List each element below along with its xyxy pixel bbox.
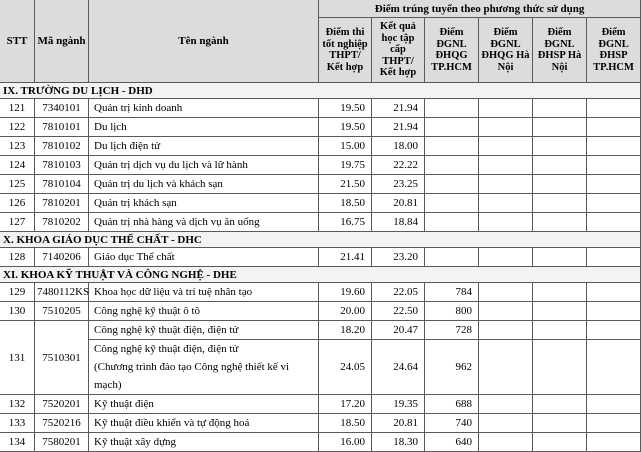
row-score-dgnl-hcm bbox=[425, 175, 479, 194]
row-score-empty bbox=[533, 175, 587, 194]
table-row bbox=[0, 137, 641, 156]
row-score-hocba: 24.64 bbox=[372, 340, 425, 395]
row-score-empty bbox=[479, 340, 533, 395]
row-score-empty bbox=[479, 156, 533, 175]
header-method-4: Điểm ĐGNL ĐHQG Hà Nội bbox=[479, 18, 533, 83]
row-score-empty bbox=[533, 194, 587, 213]
row-score-dgnl-hcm: 784 bbox=[425, 283, 479, 302]
table-body bbox=[0, 83, 641, 452]
row-score-thpt: 16.75 bbox=[319, 213, 372, 232]
header-method-1: Điểm thi tốt nghiệp THPT/ Kết hợp bbox=[319, 18, 372, 83]
table-row bbox=[0, 395, 641, 414]
row-score-dgnl-hcm bbox=[425, 248, 479, 267]
row-score-thpt: 16.00 bbox=[319, 433, 372, 452]
section-header-row bbox=[0, 267, 641, 283]
row-score-empty bbox=[479, 194, 533, 213]
row-score-empty bbox=[533, 321, 587, 340]
row-score-dgnl-hcm: 640 bbox=[425, 433, 479, 452]
row-score-empty bbox=[533, 433, 587, 452]
section-header-row bbox=[0, 83, 641, 99]
row-score-dgnl-hcm bbox=[425, 99, 479, 118]
row-score-thpt: 19.60 bbox=[319, 283, 372, 302]
row-score-hocba: 22.22 bbox=[372, 156, 425, 175]
row-stt: 133 bbox=[0, 414, 35, 433]
section-header-row bbox=[0, 232, 641, 248]
row-score-thpt: 19.50 bbox=[319, 99, 372, 118]
table-row bbox=[0, 99, 641, 118]
row-code: 7810202 bbox=[35, 213, 89, 232]
row-score-empty bbox=[479, 175, 533, 194]
row-code: 7480112KS bbox=[35, 283, 89, 302]
row-score-empty bbox=[587, 194, 641, 213]
row-score-thpt: 24.05 bbox=[319, 340, 372, 395]
table-row bbox=[0, 213, 641, 232]
row-score-empty bbox=[587, 283, 641, 302]
row-name: Quản trị khách sạn bbox=[89, 194, 319, 213]
row-score-thpt: 18.50 bbox=[319, 414, 372, 433]
row-score-hocba: 18.30 bbox=[372, 433, 425, 452]
table-row bbox=[0, 302, 641, 321]
row-score-empty bbox=[479, 213, 533, 232]
row-stt: 123 bbox=[0, 137, 35, 156]
row-score-hocba: 20.81 bbox=[372, 194, 425, 213]
row-score-dgnl-hcm bbox=[425, 137, 479, 156]
row-score-hocba: 20.47 bbox=[372, 321, 425, 340]
header-code: Mã ngành bbox=[35, 0, 89, 83]
row-code: 7810101 bbox=[35, 118, 89, 137]
row-score-empty bbox=[587, 248, 641, 267]
row-stt: 130 bbox=[0, 302, 35, 321]
header-method-5: Điểm ĐGNL ĐHSP Hà Nội bbox=[533, 18, 587, 83]
row-stt: 124 bbox=[0, 156, 35, 175]
row-score-empty bbox=[587, 118, 641, 137]
row-score-empty bbox=[533, 118, 587, 137]
row-score-empty bbox=[587, 99, 641, 118]
row-name: Giáo dục Thể chất bbox=[89, 248, 319, 267]
row-score-empty bbox=[479, 302, 533, 321]
row-name bbox=[89, 340, 319, 395]
row-code: 7810201 bbox=[35, 194, 89, 213]
row-score-dgnl-hcm: 688 bbox=[425, 395, 479, 414]
table-row bbox=[0, 414, 641, 433]
row-score-hocba: 18.84 bbox=[372, 213, 425, 232]
row-score-empty bbox=[587, 137, 641, 156]
section-title: XI. KHOA KỸ THUẬT VÀ CÔNG NGHỆ - DHE bbox=[0, 267, 641, 283]
row-code: 7340101 bbox=[35, 99, 89, 118]
row-score-empty bbox=[587, 321, 641, 340]
row-name: Kỹ thuật xây dựng bbox=[89, 433, 319, 452]
row-stt: 129 bbox=[0, 283, 35, 302]
row-name-note: (Chương trình đào tạo Công nghệ thiết kế vi mạch) bbox=[94, 361, 290, 391]
row-score-empty bbox=[533, 414, 587, 433]
row-score-empty bbox=[587, 395, 641, 414]
row-score-empty bbox=[587, 213, 641, 232]
row-name: Quản trị nhà hàng và dịch vụ ăn uống bbox=[89, 213, 319, 232]
row-code: 7520216 bbox=[35, 414, 89, 433]
row-score-dgnl-hcm: 800 bbox=[425, 302, 479, 321]
row-code: 7140206 bbox=[35, 248, 89, 267]
row-stt: 122 bbox=[0, 118, 35, 137]
table-row bbox=[0, 433, 641, 452]
row-code: 7510205 bbox=[35, 302, 89, 321]
table-row bbox=[0, 175, 641, 194]
row-score-empty bbox=[587, 302, 641, 321]
table-row bbox=[0, 321, 641, 340]
row-score-dgnl-hcm bbox=[425, 213, 479, 232]
row-stt: 134 bbox=[0, 433, 35, 452]
row-score-hocba: 19.35 bbox=[372, 395, 425, 414]
row-code: 7510301 bbox=[35, 321, 89, 395]
row-stt: 128 bbox=[0, 248, 35, 267]
row-score-empty bbox=[479, 414, 533, 433]
row-name: Kỹ thuật điện bbox=[89, 395, 319, 414]
row-score-thpt: 18.20 bbox=[319, 321, 372, 340]
row-score-empty bbox=[533, 395, 587, 414]
row-score-empty bbox=[533, 99, 587, 118]
row-code: 7810103 bbox=[35, 156, 89, 175]
header-name: Tên ngành bbox=[89, 0, 319, 83]
row-name: Công nghệ kỹ thuật ô tô bbox=[89, 302, 319, 321]
table-row bbox=[0, 340, 641, 395]
row-score-empty bbox=[587, 175, 641, 194]
row-score-empty bbox=[479, 118, 533, 137]
row-score-dgnl-hcm bbox=[425, 194, 479, 213]
row-score-empty bbox=[479, 321, 533, 340]
row-name: Khoa học dữ liệu và trí tuệ nhân tạo bbox=[89, 283, 319, 302]
row-score-empty bbox=[479, 433, 533, 452]
row-stt: 126 bbox=[0, 194, 35, 213]
row-score-dgnl-hcm: 740 bbox=[425, 414, 479, 433]
table-row bbox=[0, 118, 641, 137]
row-score-empty bbox=[587, 414, 641, 433]
row-name: Quản trị du lịch và khách sạn bbox=[89, 175, 319, 194]
row-score-empty bbox=[533, 213, 587, 232]
row-score-hocba: 18.00 bbox=[372, 137, 425, 156]
row-score-empty bbox=[533, 283, 587, 302]
row-name: Du lịch điện tử bbox=[89, 137, 319, 156]
row-stt: 131 bbox=[0, 321, 35, 395]
row-stt: 132 bbox=[0, 395, 35, 414]
row-name-line: Công nghệ kỹ thuật điện, điện tử bbox=[94, 343, 239, 355]
row-score-thpt: 21.41 bbox=[319, 248, 372, 267]
row-score-hocba: 21.94 bbox=[372, 99, 425, 118]
row-stt: 125 bbox=[0, 175, 35, 194]
row-stt: 121 bbox=[0, 99, 35, 118]
row-score-thpt: 19.50 bbox=[319, 118, 372, 137]
row-score-empty bbox=[479, 99, 533, 118]
row-code: 7520201 bbox=[35, 395, 89, 414]
row-score-thpt: 15.00 bbox=[319, 137, 372, 156]
row-score-hocba: 23.20 bbox=[372, 248, 425, 267]
row-stt: 127 bbox=[0, 213, 35, 232]
row-score-thpt: 21.50 bbox=[319, 175, 372, 194]
row-score-empty bbox=[479, 283, 533, 302]
table-row bbox=[0, 156, 641, 175]
header-group: Điểm trúng tuyển theo phương thức sử dụng bbox=[319, 0, 641, 18]
row-code: 7580201 bbox=[35, 433, 89, 452]
table-row bbox=[0, 283, 641, 302]
row-score-hocba: 20.81 bbox=[372, 414, 425, 433]
table-row bbox=[0, 194, 641, 213]
header-stt: STT bbox=[0, 0, 35, 83]
row-name: Quản trị kinh doanh bbox=[89, 99, 319, 118]
header-method-6: Điểm ĐGNL ĐHSP TP.HCM bbox=[587, 18, 641, 83]
row-code: 7810104 bbox=[35, 175, 89, 194]
row-name: Quản trị dịch vụ du lịch và lữ hành bbox=[89, 156, 319, 175]
row-score-empty bbox=[587, 156, 641, 175]
row-score-empty bbox=[587, 340, 641, 395]
row-score-dgnl-hcm: 728 bbox=[425, 321, 479, 340]
row-score-thpt: 19.75 bbox=[319, 156, 372, 175]
row-score-hocba: 22.50 bbox=[372, 302, 425, 321]
row-name: Công nghệ kỹ thuật điện, điện tử bbox=[89, 321, 319, 340]
row-score-empty bbox=[587, 433, 641, 452]
row-score-empty bbox=[479, 248, 533, 267]
section-title: X. KHOA GIÁO DỤC THỂ CHẤT - DHC bbox=[0, 232, 641, 248]
row-score-hocba: 23.25 bbox=[372, 175, 425, 194]
row-score-dgnl-hcm: 962 bbox=[425, 340, 479, 395]
row-score-empty bbox=[479, 137, 533, 156]
row-score-thpt: 18.50 bbox=[319, 194, 372, 213]
row-name: Du lịch bbox=[89, 118, 319, 137]
row-score-empty bbox=[533, 302, 587, 321]
row-score-thpt: 20.00 bbox=[319, 302, 372, 321]
row-score-empty bbox=[533, 156, 587, 175]
section-title: IX. TRƯỜNG DU LỊCH - DHD bbox=[0, 83, 641, 99]
header-method-2: Kết quả học tập cấp THPT/ Kết hợp bbox=[372, 18, 425, 83]
row-score-hocba: 22.05 bbox=[372, 283, 425, 302]
row-score-empty bbox=[533, 137, 587, 156]
row-score-empty bbox=[533, 340, 587, 395]
header-method-3: Điểm ĐGNL ĐHQG TP.HCM bbox=[425, 18, 479, 83]
table-row bbox=[0, 248, 641, 267]
row-score-empty bbox=[533, 248, 587, 267]
row-score-empty bbox=[479, 395, 533, 414]
row-name: Kỹ thuật điều khiển và tự động hoá bbox=[89, 414, 319, 433]
row-code: 7810102 bbox=[35, 137, 89, 156]
row-score-hocba: 21.94 bbox=[372, 118, 425, 137]
row-score-dgnl-hcm bbox=[425, 118, 479, 137]
row-score-dgnl-hcm bbox=[425, 156, 479, 175]
row-score-thpt: 17.20 bbox=[319, 395, 372, 414]
